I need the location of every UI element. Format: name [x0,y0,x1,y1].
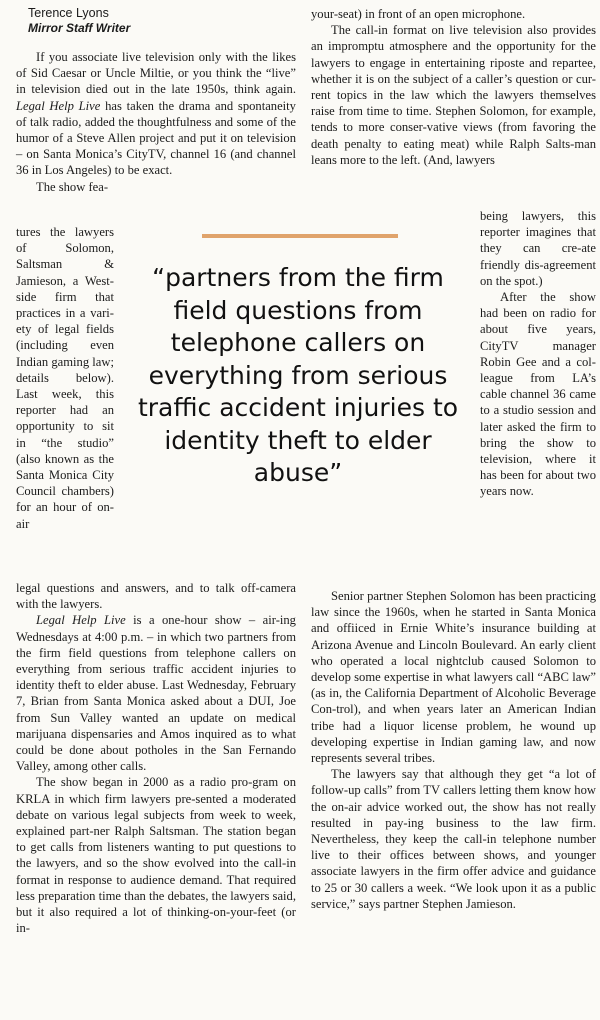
paragraph: The show began in 2000 as a radio pro-gram on KRLA in which firm lawyers pre-sented a moderated debate on various legal subjects from week to week, explained part-ner Ralph Saltsman. The station began to get calls from listeners wanting to put questions to the lawyers, and so the show evolved into the call-in format in response to audience demand. That required less preparation time than the debates, the lawyers said, but it also required a lot of thinking-on-your-feet (or in- [16,775,296,936]
paragraph: The call-in format on live television also provides an impromptu atmosphere and the opportunity for the lawyers to engage in entertaining riposte and repartee, whether it is on the subject of a caller’s question or cur-rent topics in the law which the lawyers themselves raise from time to time. Stephen Solomon, for example, tends to more conser-vative views (from favoring the death penalty to eating meat) while Ralph Salts-man leans more to the left. (And, lawyers [311,23,596,167]
paragraph: The lawyers say that although they get “a lot of follow-up calls” from TV callers letting them know how the on-air advice worked out, the show has not really resulted in pay-ing business to the law firm. Nevertheless, they keep the call-in telephone number live to their offices between shows, and younger associate lawyers in the firm offer advice and guidance to 25 or 30 callers a week. “We look upon it as a public service,” says partner Stephen Jamieson. [311,767,596,911]
right-column-lower [311,588,596,912]
paragraph: After the show had been on radio for about five years, CityTV manager Robin Gee and a col-league from LA’s cable channel 36 came to a studio session and later asked the firm to bring the show to television, where it has been for about two years now. [480,290,596,499]
left-column [16,6,296,195]
paragraph-lead: The show fea- [36,179,109,194]
paragraph: Senior partner Stephen Solomon has been practicing law since the 1960s, when he started in Santa Monica and offiiced in Ernie White’s insurance building at Arizona Avenue and Lincoln Boulevard. An early client who operated a local nightclub caused Solomon to develop some expertise in what lawyers call “ABC law” (as in, the California Department of Alcoholic Beverage Con-trol), and when years later an American Indian tribe had a liquor license problem, he wound up developing expertise in Indian gaming law, and now represents several tribes. [311,589,596,766]
pull-quote-text: “partners from the firm field questions from telephone callers on everything from serious traffic accident injuries to identity theft to elder abuse” [137,263,459,487]
byline-role: Mirror Staff Writer [28,21,131,35]
paragraph: legal questions and answers, and to talk off-camera with the lawyers. [16,581,296,612]
pull-quote [130,226,466,548]
left-column-lower [16,580,296,936]
right-column [311,6,596,168]
wrapped-text-right [480,208,596,500]
paragraph: your-seat) in front of an open microphone. [311,7,526,21]
paragraph: Legal Help Live is a one-hour show – air-ing Wednesdays at 4:00 p.m. – in which two partners from the firm field questions from telephone callers on everything from serious traffic accident injuries to identity theft to elder abuse. Last Wednesday, February 7, Brian from Santa Monica asked about a DUI, Joe from Sun Valley wanted an update on medical marijuana dispensaries and Amos inquired as to what could be done about potholes in the San Fernando Valley, among other calls. [16,613,296,774]
show-title: Legal Help Live [16,98,101,113]
byline-name: Terence Lyons [28,6,109,20]
wrapped-text-left: tures the lawyers of Solomon, Saltsman & Jamieson, a West-side firm that practices in a vari-ety of legal fields (including even Indian gaming law; details below). Last week, this reporter had an opportunity to sit in “the studio” (also known as the Santa Monica City Council chambers) for an hour of on-air [16,225,114,531]
paragraph: If you associate live television only with the likes of Sid Caesar or Uncle Miltie, or you think the “live” in television died out in the late 1950s, think again. Legal Help Live has taken the drama and spontaneity of talk radio, added the thoughtfulness and some of the humor of a Steve Allen project and put it on television – on Santa Monica’s CityTV, channel 16 (and channel 36 in Los Angeles) to be exact. [16,50,296,178]
paragraph: being lawyers, this reporter imagines that they can cre-ate friendly dis-agreement on the spot.) [480,209,596,288]
pull-quote-rule [202,234,398,238]
show-title: Legal Help Live [36,613,126,628]
